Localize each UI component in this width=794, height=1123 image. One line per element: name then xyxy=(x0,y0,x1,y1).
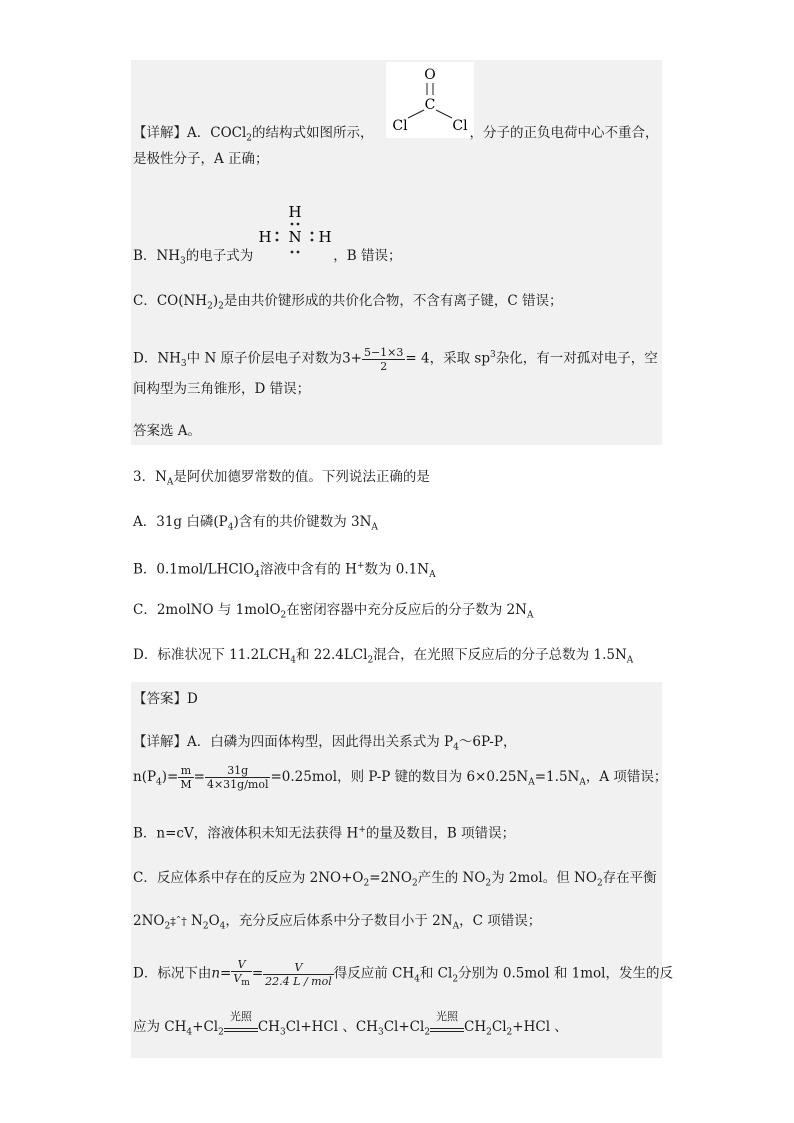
explain2-b: B．n=cV，溶液体积未知无法获得 H+的量及数目，B 项错误； xyxy=(133,825,516,842)
explain2-c-line2: $2NO_2\ddagger ˆ\dagger$ $N_2O_4$，充分反应后体系中分子数目小于 $2N_A$，C 项错误； xyxy=(133,913,542,932)
explain2-a-line1: 【详解】A．白磷为四面体构型，因此得出关系式为 $P_4\sim 6P-P$， xyxy=(133,734,517,753)
atom-cl-left: Cl xyxy=(392,118,408,134)
fraction-m-over-M: $\frac{m}{M}$ xyxy=(180,764,192,791)
q3-option-a: A．31g 白磷$(P_4)$含有的共价键数为 $3N_A$ xyxy=(133,514,378,533)
explain-d-line2: 间构型为三角锥形，D 错误； xyxy=(133,381,311,397)
q3-option-d: D．标准状况下 $11.2LCH_4$和 22.4LCl$_2$混合，在光照下反应后的分子总数为 $1.5N_A$ xyxy=(133,647,634,666)
light-arrow-2: 光照 xyxy=(430,1020,464,1036)
explain2-d-line2: 应为 $CH_4+Cl_2$ 光照 $CH_3Cl+HCl$ 、$CH_3Cl+Cl_2$ 光照 $CH_2Cl_2+HCl$ 、 xyxy=(133,1009,568,1038)
fraction-v-over-224: $\frac{V}{\text{22.4 L / mol}}$ xyxy=(265,960,332,988)
explain-a-line2: 是极性分子，A 正确； xyxy=(133,151,269,167)
q3-option-c: C．2molNO 与 1molO$_2$在密闭容器中充分反应后的分子数为 $2N_A$ xyxy=(133,602,534,621)
atom-c: C xyxy=(424,97,436,113)
explain-b: B．$NH_3$的电子式为 ，B 错误； xyxy=(133,248,402,267)
explain-d-line1: D．$NH_3$中 N 原子价层电子对数为3+ $\frac{5-1\times 3}{2}$ = 4，采取 $sp^3$杂化，有一对孤对电子，空 xyxy=(133,345,658,373)
atom-o: O xyxy=(424,67,436,83)
fraction-31g: $\frac{31g}{\text{4×31g/mol}}$ xyxy=(206,764,269,791)
svg-text:N: N xyxy=(288,228,302,246)
svg-text:H: H xyxy=(288,203,302,221)
explain-c: C．$CO(NH_2)_2$是由共价键形成的共价化合物，不含有离子键，C 错误； xyxy=(133,293,563,312)
explain2-c-line1: C．反应体系中存在的反应为 $2NO+O_2=2NO_2$产生的 $NO_2$为 2mol。但 $NO_2$存在平衡 xyxy=(133,870,657,889)
light-arrow-1: 光照 xyxy=(224,1020,258,1036)
svg-text:H: H xyxy=(258,228,272,246)
explain2-d-line1: D．标况下由n= $\frac{V}{V_m}$ = $\frac{V}{\text{22.4 L / mol}}$ 得反应前 $CH_4$和 $Cl_2$分别为 0.5mol 和 1mol，发生的反 xyxy=(133,958,673,989)
explain2-a-line2: $n(P_4)=$ $\frac{m}{M}$ = $\frac{31g}{\text{4×31g/mol}}$ =0.25mol，则 P-P 键的数目为 $6\times 0.25N_A=1.5N_A$，A 项错误； xyxy=(133,764,668,791)
fraction-d: $\frac{5-1\times 3}{2}$ xyxy=(363,345,404,373)
explain-a-line1: 【详解】A．COCl$_2$的结构式如图所示， ，分子的正负电荷中心不重合， xyxy=(133,125,659,144)
q3-option-b: B．0.1mol/LHClO$_4$溶液中含有的 H+数为 $0.1N_A$ xyxy=(133,561,436,581)
atom-cl-right: Cl xyxy=(452,118,468,134)
q3-stem: 3．$N_A$是阿伏加德罗常数的值。下列说法正确的是 xyxy=(133,469,430,488)
answer-d: 【答案】D xyxy=(133,691,198,707)
fraction-v-over-vm: $\frac{V}{V_m}$ xyxy=(233,958,250,989)
svg-text:H: H xyxy=(318,228,332,246)
answer-a: 答案选 A。 xyxy=(133,423,202,439)
